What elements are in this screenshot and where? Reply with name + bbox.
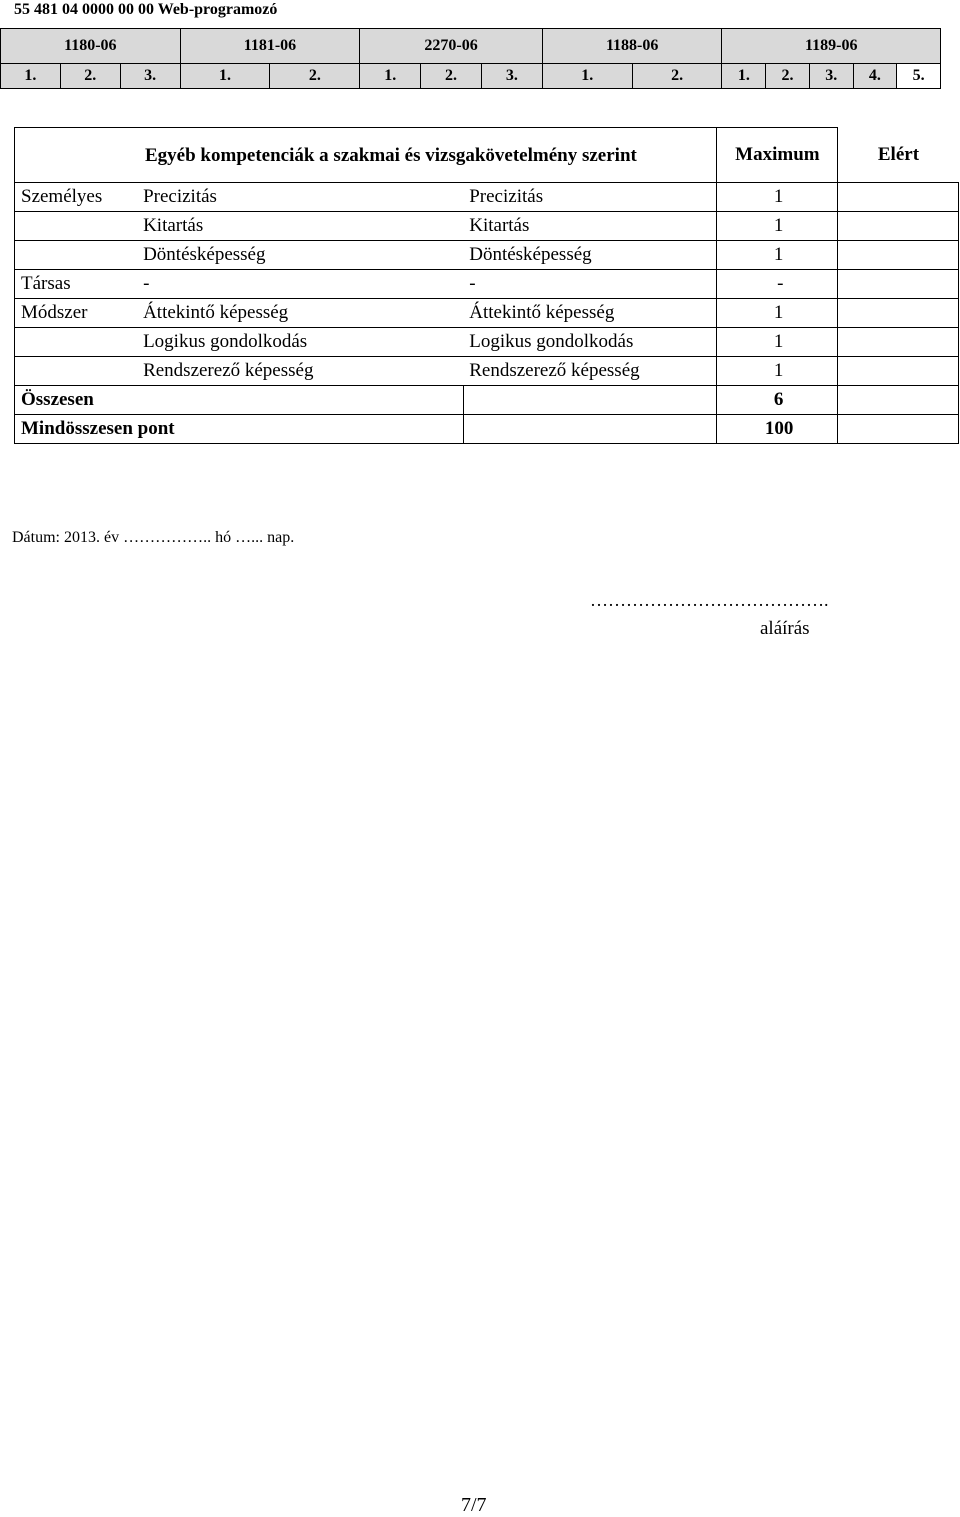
table-row — [15, 183, 959, 212]
module-number-cell: 3. — [809, 64, 853, 89]
item2-cell: Precizitás — [463, 183, 717, 212]
date-line: Dátum: 2013. év …………….. hó …... nap. — [12, 529, 295, 546]
competency-header: Egyéb kompetenciák a szakmai és vizsgakövetelmény szerint — [15, 128, 717, 183]
module-code-row — [1, 29, 941, 64]
module-number-cell: 2. — [766, 64, 810, 89]
competency-header-row — [15, 128, 959, 183]
max-cell: - — [717, 270, 838, 299]
module-number-cell: 2. — [60, 64, 120, 89]
table-row — [15, 357, 959, 386]
item-cell: Döntésképesség — [137, 241, 463, 270]
table-row — [15, 241, 959, 270]
category-cell — [15, 328, 138, 357]
item2-cell: - — [463, 270, 717, 299]
category-cell: Módszer — [15, 299, 138, 328]
total-row — [15, 386, 959, 415]
grand-total-empty-cell — [463, 415, 717, 444]
grand-total-row — [15, 415, 959, 444]
item-cell: Logikus gondolkodás — [137, 328, 463, 357]
item-cell: Kitartás — [137, 212, 463, 241]
item2-cell: Rendszerező képesség — [463, 357, 717, 386]
competency-table — [14, 127, 959, 444]
total-empty-cell — [463, 386, 717, 415]
module-table — [0, 28, 941, 89]
document-title: 55 481 04 0000 00 00 Web-programozó — [14, 1, 278, 18]
module-number-cell: 1. — [542, 64, 632, 89]
max-cell: 1 — [717, 299, 838, 328]
grand-total-label: Mindösszesen pont — [15, 415, 464, 444]
module-code-cell: 1188-06 — [542, 29, 722, 64]
achieved-total-cell — [838, 386, 959, 415]
module-number-cell: 1. — [1, 64, 61, 89]
category-cell — [15, 241, 138, 270]
total-value: 6 — [717, 386, 838, 415]
category-cell: Személyes — [15, 183, 138, 212]
item2-cell: Áttekintő képesség — [463, 299, 717, 328]
achieved-cell — [838, 299, 959, 328]
item2-cell: Kitartás — [463, 212, 717, 241]
table-row — [15, 270, 959, 299]
grand-total-value: 100 — [717, 415, 838, 444]
signature-label: aláírás — [760, 618, 810, 639]
max-cell: 1 — [717, 212, 838, 241]
total-label: Összesen — [15, 386, 464, 415]
achieved-grand-total-cell — [838, 415, 959, 444]
module-code-cell: 2270-06 — [360, 29, 543, 64]
achieved-cell — [838, 212, 959, 241]
max-cell: 1 — [717, 328, 838, 357]
achieved-cell — [838, 241, 959, 270]
module-number-cell: 3. — [481, 64, 542, 89]
achieved-cell — [838, 270, 959, 299]
module-number-cell: 2. — [421, 64, 482, 89]
achieved-cell — [838, 357, 959, 386]
page-number: 7/7 — [461, 1494, 487, 1516]
item-cell: Rendszerező képesség — [137, 357, 463, 386]
module-number-cell: 1. — [360, 64, 421, 89]
achieved-cell — [838, 328, 959, 357]
module-code-cell: 1189-06 — [722, 29, 941, 64]
table-row — [15, 212, 959, 241]
module-number-row — [1, 64, 941, 89]
module-code-cell: 1180-06 — [1, 29, 181, 64]
max-cell: 1 — [717, 241, 838, 270]
item-cell: Áttekintő képesség — [137, 299, 463, 328]
module-number-cell: 5. — [897, 64, 941, 89]
table-row — [15, 328, 959, 357]
category-cell — [15, 357, 138, 386]
module-number-cell: 2. — [270, 64, 360, 89]
module-number-cell: 4. — [853, 64, 897, 89]
max-cell: 1 — [717, 357, 838, 386]
module-code-cell: 1181-06 — [180, 29, 360, 64]
table-row — [15, 299, 959, 328]
max-cell: 1 — [717, 183, 838, 212]
signature-line: …………………………………. — [590, 590, 829, 610]
category-cell: Társas — [15, 270, 138, 299]
item-cell: - — [137, 270, 463, 299]
item-cell: Precizitás — [137, 183, 463, 212]
module-number-cell: 1. — [722, 64, 766, 89]
item2-cell: Logikus gondolkodás — [463, 328, 717, 357]
module-number-cell: 3. — [120, 64, 180, 89]
achieved-cell — [838, 183, 959, 212]
module-number-cell: 1. — [180, 64, 270, 89]
module-number-cell: 2. — [632, 64, 722, 89]
item2-cell: Döntésképesség — [463, 241, 717, 270]
achieved-header: Elért — [838, 128, 959, 183]
maximum-header: Maximum — [717, 128, 838, 183]
category-cell — [15, 212, 138, 241]
